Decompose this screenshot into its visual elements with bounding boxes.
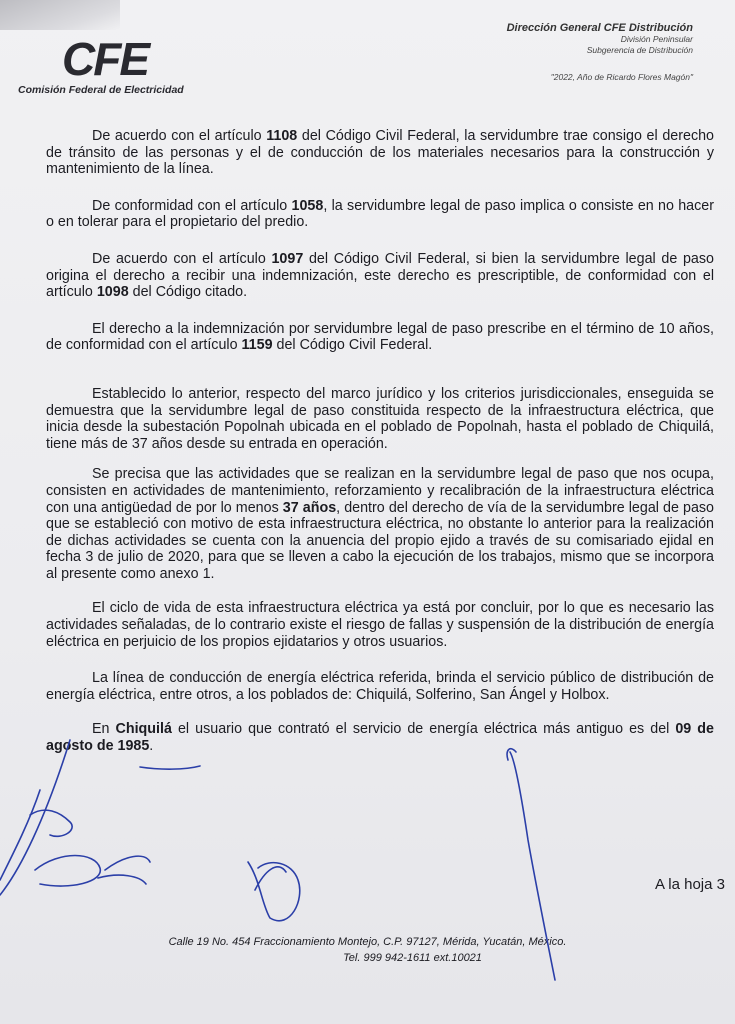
signature-stroke-left — [0, 740, 70, 895]
year-motto: "2022, Año de Ricardo Flores Magón" — [550, 72, 693, 82]
logo-mark: CFE — [62, 33, 148, 85]
paragraph-3: De acuerdo con el artículo 1097 del Código Civil Federal, si bien la servidumbre legal de paso origina el derecho a recibir una indemnización, este derecho es prescriptible, de conformidad con el artículo 1098 del Código citado. — [46, 250, 714, 301]
page-fold — [0, 0, 120, 30]
paragraph-5: Establecido lo anterior, respecto del marco jurídico y los criterios jurisdiccionales, enseguida se demuestra que la servidumbre legal de paso constituida respecto de la infraestructura eléctrica, que inicia desde la subestación Popolnah ubicada en el poblado de Popolnah, hasta el poblado de Chiquilá, tiene más de 37 años desde su entrada en operación. — [46, 385, 714, 452]
cfe-logo — [18, 33, 208, 96]
paragraph-4: El derecho a la indemnización por servidumbre legal de paso prescribe en el término de 10 años, de conformidad con el artículo 1159 del Código Civil Federal. — [46, 320, 714, 354]
signature-underline — [140, 766, 200, 769]
direction-title: Dirección General CFE Distribución — [506, 22, 693, 34]
signature-loop-left — [30, 810, 72, 836]
logo-name: Comisión Federal de Electricidad — [18, 84, 184, 96]
footer-address: Calle 19 No. 454 Fraccionamiento Montejo, C.P. 97127, Mérida, Yucatán, México. — [168, 936, 567, 948]
letter-body — [46, 128, 714, 755]
footer-phone: Tel. 999 942-1611 ext.10021 — [343, 952, 482, 964]
paragraph-8: La línea de conducción de energía eléctrica referida, brinda el servicio público de distribución de energía eléctrica, entre otros, a los poblados de: Chiquilá, Solferino, San Ángel y Holbox. — [46, 670, 714, 703]
letter-footer — [0, 934, 735, 966]
division-name: División Peninsular — [620, 34, 693, 44]
paragraph-1: De acuerdo con el artículo 1108 del Código Civil Federal, la servidumbre trae consigo el derecho de tránsito de las personas y el de conducción de los materiales necesarios para la construcción y mantenimiento de la línea. — [46, 128, 714, 178]
paragraph-7: El ciclo de vida de esta infraestructura eléctrica ya está por concluir, por lo que es necesario las actividades señaladas, de lo contrario existe el riesgo de fallas y suspensión de la distribución de energía eléctrica en perjuicio de los propios ejidatarios y otros usuarios. — [46, 600, 714, 650]
paragraph-2: De conformidad con el artículo 1058, la servidumbre legal de paso implica o consiste en no hacer o en tolerar para el propietario del predio. — [46, 197, 714, 231]
paragraph-9: En Chiquilá el usuario que contrató el servicio de energía eléctrica más antiguo es del 09 de agosto de 1985. — [46, 721, 714, 755]
signature-center — [248, 862, 300, 921]
signature-scribble-left — [35, 856, 150, 887]
signature-hook — [98, 875, 146, 884]
continuation-note: A la hoja 3 — [654, 876, 725, 893]
subdivision-name: Subgerencia de Distribución — [586, 45, 693, 55]
letterhead-right — [507, 22, 693, 82]
paragraph-6: Se precisa que las actividades que se realizan en la servidumbre legal de paso que nos ocupa, consisten en actividades de mantenimiento, reforzamiento y recalibración de la infraestructura eléctrica con una antigüedad de por lo menos 37 años, dentro del derecho de vía de la servidumbre legal de paso que se estableció con motivo de esta infraestructura eléctrica, no obstante lo anterior para la realización de dichas actividades se cuenta con la anuencia del propio ejido a través de su comisariado ejidal en fecha 3 de julio de 2020, para que se lleven a cabo la ejecución de los trabajos, mismo que se incorpora al presente como anexo 1. — [46, 466, 715, 582]
